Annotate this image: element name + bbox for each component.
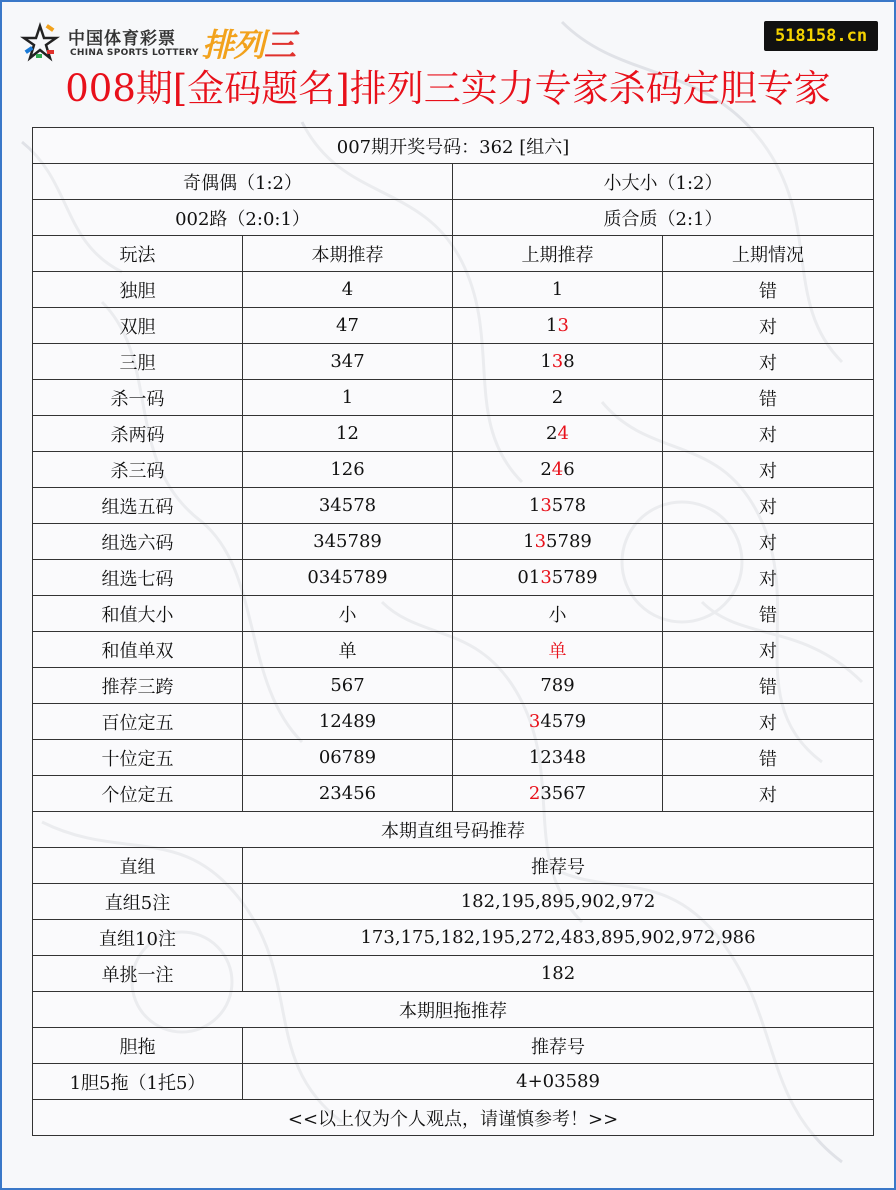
current-recommendation: 0345789: [243, 560, 453, 596]
direct-section-title: 本期直组号码推荐: [33, 812, 874, 848]
previous-miss-part: 1: [523, 531, 535, 552]
current-recommendation: 12489: [243, 704, 453, 740]
table-row: [33, 740, 874, 776]
footer-disclaimer: <<以上仅为个人观点，请谨慎参考！>>: [33, 1100, 874, 1136]
current-recommendation: 567: [243, 668, 453, 704]
previous-recommendation: [453, 740, 663, 776]
table-row: [33, 884, 874, 920]
previous-hit-part: 3: [551, 351, 564, 372]
previous-miss-part: 12348: [528, 747, 587, 768]
previous-tail-part: 3567: [540, 783, 587, 804]
previous-miss-part: 2: [551, 387, 564, 408]
previous-tail-part: 4579: [540, 711, 587, 732]
current-recommendation: 12: [243, 416, 453, 452]
current-recommendation: 06789: [243, 740, 453, 776]
draw-result-row: [33, 128, 874, 164]
previous-recommendation: [453, 560, 663, 596]
previous-miss-part: 1: [546, 315, 558, 336]
previous-hit-part: 3: [540, 567, 552, 588]
previous-recommendation: [453, 344, 663, 380]
table-row: [33, 524, 874, 560]
table-row: [33, 272, 874, 308]
play-type: 组选五码: [33, 488, 243, 524]
column-header-play: 玩法: [33, 236, 243, 272]
table-row: [33, 416, 874, 452]
previous-miss-part: 789: [540, 675, 575, 696]
direct-row-label: 直组10注: [33, 920, 243, 956]
current-recommendation: 小: [243, 596, 453, 632]
summary-row-2: [33, 200, 874, 236]
play-type: 组选七码: [33, 560, 243, 596]
previous-status: 对: [663, 308, 874, 344]
previous-status: 对: [663, 632, 874, 668]
current-recommendation: 126: [243, 452, 453, 488]
previous-tail-part: 5789: [551, 567, 598, 588]
direct-header-row: [33, 848, 874, 884]
footer-row: [33, 1100, 874, 1136]
previous-status: 对: [663, 560, 874, 596]
table-row: [33, 308, 874, 344]
play-type: 三胆: [33, 344, 243, 380]
previous-miss-part: 1: [540, 351, 552, 372]
current-recommendation: 1: [243, 380, 453, 416]
play-type: 推荐三跨: [33, 668, 243, 704]
previous-status: 错: [663, 668, 874, 704]
lottery-star-icon: [20, 22, 60, 62]
previous-hit-part: 3: [528, 711, 541, 732]
table-row: [33, 1064, 874, 1100]
current-recommendation: 47: [243, 308, 453, 344]
prime-pattern: 质合质（2:1）: [453, 200, 874, 236]
play-type: 百位定五: [33, 704, 243, 740]
table-row: [33, 704, 874, 740]
direct-row-value: 182: [243, 956, 874, 992]
previous-status: 错: [663, 596, 874, 632]
previous-hit-part: 3: [540, 495, 552, 516]
previous-status: 错: [663, 740, 874, 776]
direct-row-label: 直组5注: [33, 884, 243, 920]
previous-status: 对: [663, 776, 874, 812]
play-type: 和值大小: [33, 596, 243, 632]
previous-status: 错: [663, 380, 874, 416]
direct-header-label: 直组: [33, 848, 243, 884]
previous-miss-part: 小: [548, 604, 567, 626]
direct-header-value: 推荐号: [243, 848, 874, 884]
play-type: 杀三码: [33, 452, 243, 488]
previous-hit-part: 3: [534, 531, 547, 552]
drag-header-row: [33, 1028, 874, 1064]
play-type: 杀一码: [33, 380, 243, 416]
previous-status: 对: [663, 344, 874, 380]
previous-recommendation: [453, 668, 663, 704]
current-recommendation: 单: [243, 632, 453, 668]
previous-miss-part: 1: [551, 279, 564, 300]
previous-recommendation: [453, 776, 663, 812]
previous-recommendation: [453, 380, 663, 416]
previous-recommendation: [453, 488, 663, 524]
previous-tail-part: 578: [551, 495, 587, 516]
previous-recommendation: [453, 452, 663, 488]
current-recommendation: 34578: [243, 488, 453, 524]
column-header-row: [33, 236, 874, 272]
table-row: [33, 488, 874, 524]
logo-english-text: CHINA SPORTS LOTTERY: [70, 48, 199, 58]
column-header-current: 本期推荐: [243, 236, 453, 272]
previous-recommendation: [453, 704, 663, 740]
table-row: [33, 668, 874, 704]
previous-recommendation: [453, 416, 663, 452]
odd-even-pattern: 奇偶偶（1:2）: [33, 164, 453, 200]
current-recommendation: 4: [243, 272, 453, 308]
table-row: [33, 344, 874, 380]
previous-tail-part: 6: [563, 459, 575, 480]
previous-status: 对: [663, 416, 874, 452]
logo-game-part-a: 排列: [202, 26, 265, 64]
previous-recommendation: [453, 524, 663, 560]
drag-header-value: 推荐号: [243, 1028, 874, 1064]
direct-section-title-row: [33, 812, 874, 848]
table-row: [33, 920, 874, 956]
table-row: [33, 632, 874, 668]
previous-recommendation: [453, 308, 663, 344]
play-type: 独胆: [33, 272, 243, 308]
previous-miss-part: 1: [528, 495, 541, 516]
previous-miss-part: 2: [546, 423, 558, 444]
play-type: 双胆: [33, 308, 243, 344]
page-title: 008期[金码题名]排列三实力专家杀码定胆专家: [65, 67, 831, 110]
previous-recommendation: [453, 272, 663, 308]
direct-row-value: 173,175,182,195,272,483,895,902,972,986: [243, 920, 874, 956]
drag-row-label: 1胆5拖（1托5）: [33, 1064, 243, 1100]
summary-row-1: [33, 164, 874, 200]
table-row: [33, 776, 874, 812]
road-pattern: 002路（2:0:1）: [33, 200, 453, 236]
previous-hit-part: 4: [557, 423, 569, 444]
table-row: [33, 560, 874, 596]
previous-miss-part: 01: [517, 567, 541, 588]
logo-game-part-b: 三: [264, 26, 296, 64]
current-recommendation: 23456: [243, 776, 453, 812]
previous-status: 对: [663, 452, 874, 488]
previous-status: 对: [663, 488, 874, 524]
direct-row-label: 单挑一注: [33, 956, 243, 992]
previous-miss-part: 2: [540, 459, 552, 480]
previous-status: 对: [663, 704, 874, 740]
current-recommendation: 347: [243, 344, 453, 380]
play-type: 组选六码: [33, 524, 243, 560]
previous-hit-part: 单: [548, 640, 567, 662]
previous-tail-part: 5789: [546, 531, 592, 552]
site-badge[interactable]: 518158.cn: [764, 21, 878, 51]
previous-tail-part: 8: [563, 351, 575, 372]
direct-row-value: 182,195,895,902,972: [243, 884, 874, 920]
small-big-pattern: 小大小（1:2）: [453, 164, 874, 200]
previous-hit-part: 4: [551, 459, 564, 480]
current-recommendation: 345789: [243, 524, 453, 560]
drag-section-title: 本期胆拖推荐: [33, 992, 874, 1028]
drag-header-label: 胆拖: [33, 1028, 243, 1064]
logo-chinese-text: 中国体育彩票: [68, 29, 176, 49]
prediction-table: [32, 127, 874, 1136]
table-row: [33, 956, 874, 992]
table-row: [33, 596, 874, 632]
drag-row-value: 4+03589: [243, 1064, 874, 1100]
drag-section-title-row: [33, 992, 874, 1028]
previous-status: 错: [663, 272, 874, 308]
column-header-previous: 上期推荐: [453, 236, 663, 272]
previous-recommendation: [453, 632, 663, 668]
play-type: 个位定五: [33, 776, 243, 812]
previous-hit-part: 3: [557, 315, 569, 336]
previous-hit-part: 2: [528, 783, 541, 804]
draw-result: 007期开奖号码：362 [组六]: [33, 128, 874, 164]
previous-recommendation: [453, 596, 663, 632]
column-header-status: 上期情况: [663, 236, 874, 272]
play-type: 十位定五: [33, 740, 243, 776]
play-type: 杀两码: [33, 416, 243, 452]
play-type: 和值单双: [33, 632, 243, 668]
previous-status: 对: [663, 524, 874, 560]
table-row: [33, 452, 874, 488]
table-row: [33, 380, 874, 416]
